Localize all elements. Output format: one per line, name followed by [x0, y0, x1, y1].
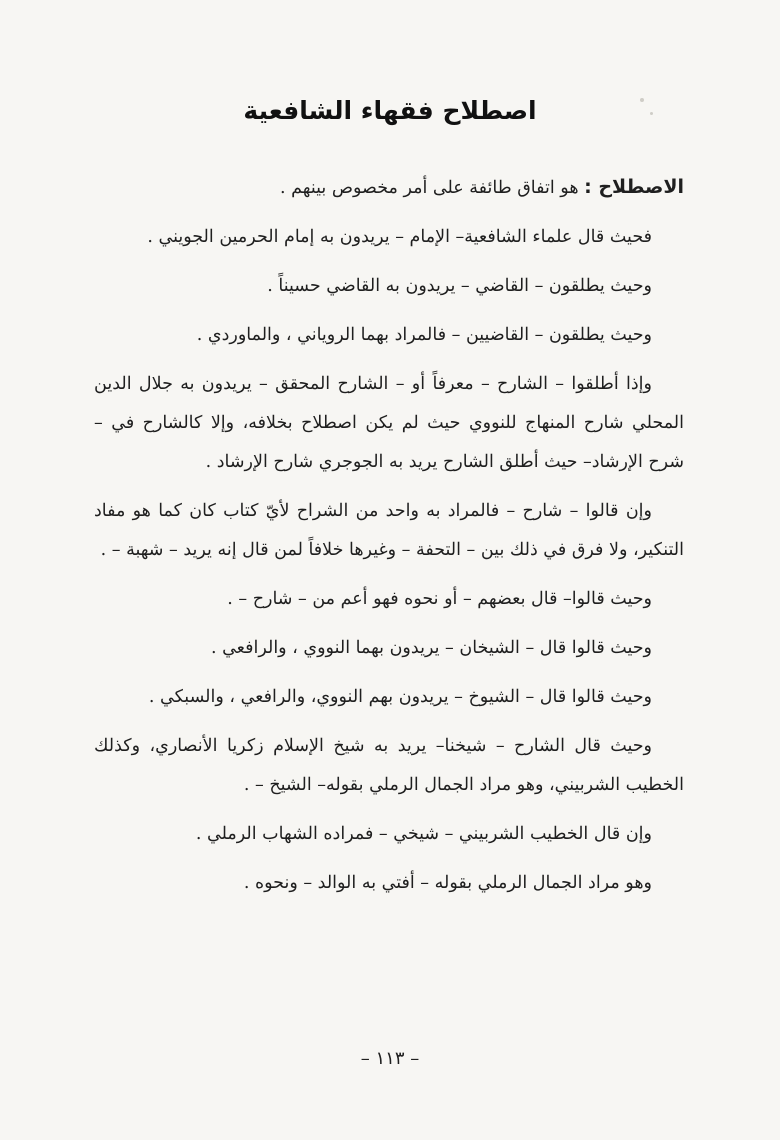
definition-text: هو اتفاق طائفة على أمر مخصوص بينهم .: [280, 178, 585, 198]
paragraph-imam: فحيث قال علماء الشافعية– الإمام – يريدون به إمام الحرمين الجويني .: [147, 227, 652, 247]
paragraph-shaykhan: وحيث قالوا قال – الشيخان – يريدون بهما النووي ، والرافعي .: [210, 638, 652, 658]
paragraph-sharih-indefinite: وإن قالوا – شارح – فالمراد به واحد من الشراح لأيّ كتاب كان كما هو مفاد التنكير، ولا فرق في ذلك بين – التحفة – وغيرها خلافاً لمن قال إنه يريد – شهبة – .: [94, 501, 684, 560]
page-title: اصطلاح فقهاء الشافعية: [243, 96, 537, 125]
paragraph-baduhum: وحيث قالوا– قال بعضهم – أو نحوه فهو أعم من – شارح – .: [227, 589, 652, 609]
paragraph-qadi: وحيث يطلقون – القاضي – يريدون به القاضي حسيناً .: [267, 276, 652, 296]
page-number: – ١١٣ –: [360, 1048, 420, 1069]
paragraph-shuyukh: وحيث قالوا قال – الشيوخ – يريدون بهم النووي، والرافعي ، والسبكي .: [148, 687, 652, 707]
definition-paragraph: [94, 168, 684, 208]
paragraph-shaykhuna: وحيث قال الشارح – شيخنا– يريد به شيخ الإسلام زكريا الأنصاري، وكذلك الخطيب الشربيني، وهو مراد الجمال الرملي بقوله– الشيخ – .: [94, 736, 684, 795]
paragraph-qadiyayn: وحيث يطلقون – القاضيين – فالمراد بهما الروياني ، والماوردي .: [196, 325, 652, 345]
paragraph-walid: وهو مراد الجمال الرملي بقوله – أفتي به الوالد – ونحوه .: [243, 873, 652, 893]
paragraph-shaykhi: وإن قال الخطيب الشربيني – شيخي – فمراده الشهاب الرملي .: [195, 824, 652, 844]
paragraph-sharih: وإذا أطلقوا – الشارح – معرفاً أو – الشارح المحقق – يريدون به جلال الدين المحلي شارح المنهاج للنووي حيث لم يكن اصطلاح بخلافه، وإلا كالشارح في – شرح الإرشاد– حيث أطلق الشارح يريد به الجوجري شارح الإرشاد .: [94, 374, 684, 472]
defined-term: الاصطلاح :: [584, 176, 684, 198]
body-text: [94, 168, 684, 913]
